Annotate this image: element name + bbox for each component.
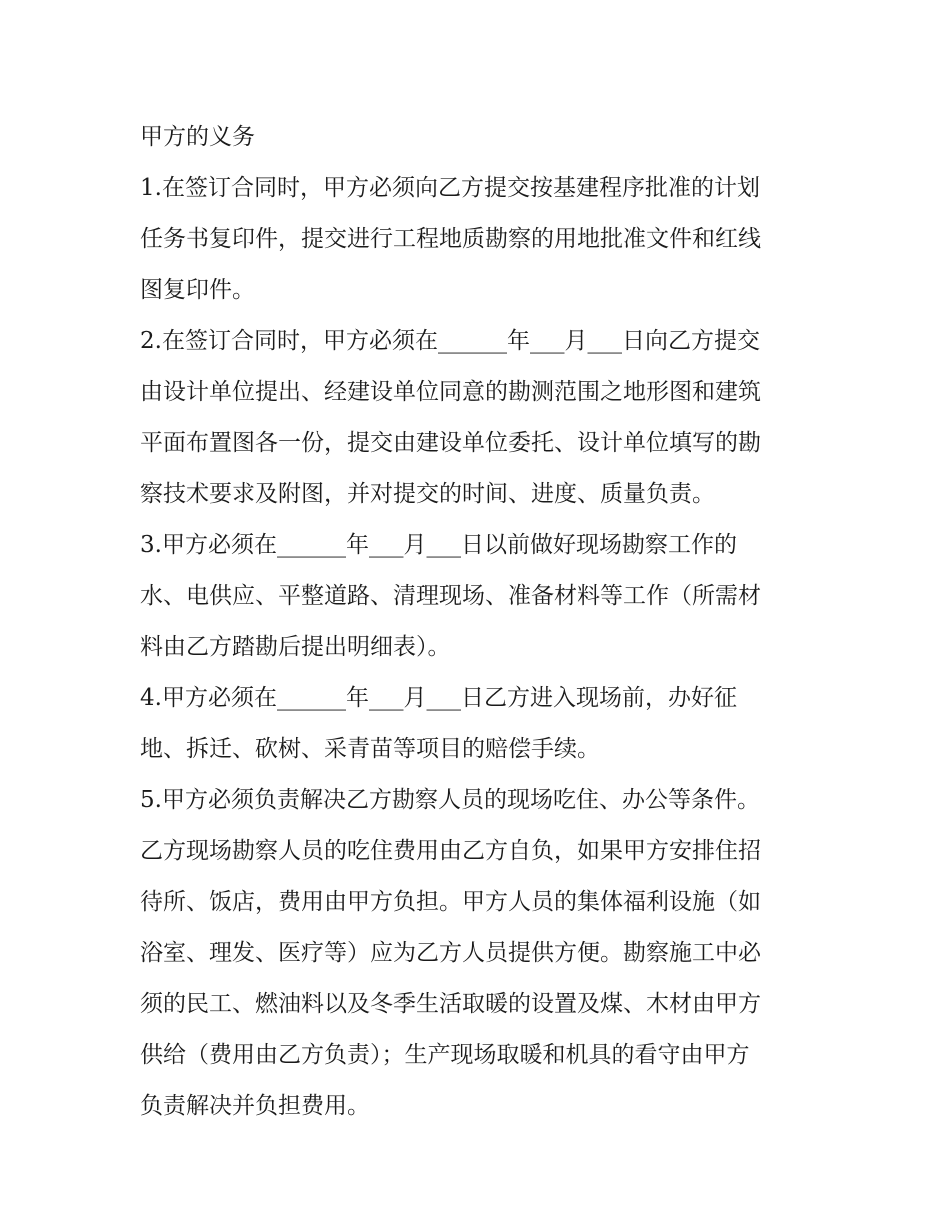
text-line: 2.在签订合同时，甲方必须在______年___月___日向乙方提交	[140, 328, 760, 354]
text-line: 任务书复印件，提交进行工程地质勘察的用地批准文件和红线	[140, 226, 761, 252]
text-line: 浴室、理发、医疗等）应为乙方人员提供方便。勘察施工中必	[140, 940, 761, 966]
text-line: 平面布置图各一份，提交由建设单位委托、设计单位填写的勘	[140, 430, 761, 456]
document-body	[140, 112, 820, 1132]
text-line: 由设计单位提出、经建设单位同意的勘测范围之地形图和建筑	[140, 379, 761, 405]
text-line: 1.在签订合同时，甲方必须向乙方提交按基建程序批准的计划	[140, 175, 760, 201]
text-line: 3.甲方必须在______年___月___日以前做好现场勘察工作的	[140, 532, 737, 558]
section-heading: 甲方的义务	[140, 124, 255, 150]
text-line: 图复印件。	[140, 277, 255, 303]
text-line: 乙方现场勘察人员的吃住费用由乙方自负，如果甲方安排住招	[140, 838, 761, 864]
text-line: 4.甲方必须在______年___月___日乙方进入现场前，办好征	[140, 685, 737, 711]
text-line: 须的民工、燃油料以及冬季生活取暖的设置及煤、木材由甲方	[140, 991, 761, 1017]
text-line: 察技术要求及附图，并对提交的时间、进度、质量负责。	[140, 481, 715, 507]
text-line: 待所、饭店，费用由甲方负担。甲方人员的集体福利设施（如	[140, 889, 761, 915]
text-line: 5.甲方必须负责解决乙方勘察人员的现场吃住、办公等条件。	[140, 787, 760, 813]
text-line: 水、电供应、平整道路、清理现场、准备材料等工作（所需材	[140, 583, 761, 609]
text-line: 负责解决并负担费用。	[140, 1093, 370, 1119]
text-line: 地、拆迁、砍树、采青苗等项目的赔偿手续。	[140, 736, 600, 762]
text-line: 料由乙方踏勘后提出明细表）。	[140, 634, 451, 660]
text-line: 供给（费用由乙方负责）；生产现场取暖和机具的看守由甲方	[140, 1042, 750, 1068]
